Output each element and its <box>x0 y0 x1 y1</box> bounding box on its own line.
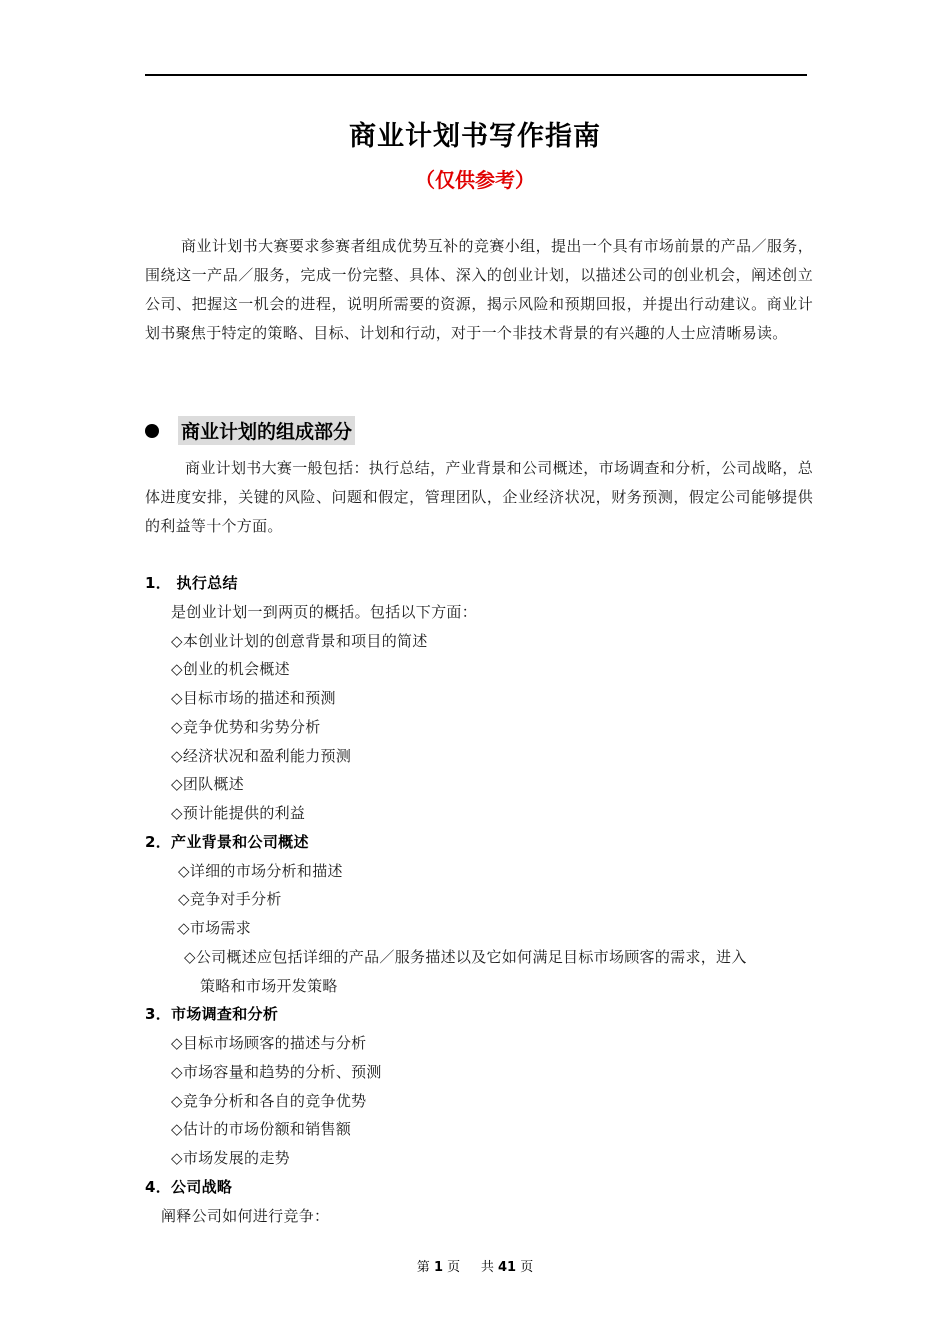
document-subtitle: （仅供参考） <box>415 168 535 192</box>
list-item: 策略和市场开发策略 <box>200 977 338 995</box>
item-heading-1: 1． 执行总结 <box>145 574 238 592</box>
item-heading-4: 4．公司战略 <box>145 1178 233 1196</box>
bullet-icon <box>145 424 159 438</box>
list-item: ◇估计的市场份额和销售额 <box>171 1120 352 1138</box>
list-item: ◇目标市场的描述和预测 <box>171 689 336 707</box>
list-item: ◇创业的机会概述 <box>171 660 290 678</box>
footer-page-label: 第 <box>416 1260 430 1275</box>
header-rule <box>145 74 807 76</box>
list-item: ◇详细的市场分析和描述 <box>178 862 343 880</box>
list-item: ◇本创业计划的创意背景和项目的简述 <box>171 632 428 650</box>
section-heading <box>145 416 355 445</box>
item-heading-2: 2．产业背景和公司概述 <box>145 833 309 851</box>
list-item: ◇预计能提供的利益 <box>171 804 306 822</box>
section-heading-text: 商业计划的组成部分 <box>178 416 355 445</box>
list-item: 是创业计划一到两页的概括。包括以下方面： <box>171 603 478 621</box>
list-item: ◇团队概述 <box>171 775 245 793</box>
list-item: ◇公司概述应包括详细的产品／服务描述以及它如何满足目标市场顾客的需求，进入 <box>184 948 747 966</box>
list-item: ◇目标市场顾客的描述与分析 <box>171 1034 367 1052</box>
list-item: ◇市场需求 <box>178 919 252 937</box>
footer-page-unit: 页 <box>447 1260 461 1275</box>
list-item: ◇市场容量和趋势的分析、预测 <box>171 1063 382 1081</box>
list-item: ◇竞争对手分析 <box>178 890 282 908</box>
list-item: ◇竞争优势和劣势分析 <box>171 718 321 736</box>
page-footer <box>0 1256 950 1275</box>
item-heading-3: 3．市场调查和分析 <box>145 1005 279 1023</box>
list-item: ◇市场发展的走势 <box>171 1149 290 1167</box>
footer-total-pages: 41 <box>497 1260 517 1275</box>
list-item: ◇竞争分析和各自的竞争优势 <box>171 1092 367 1110</box>
footer-total-label: 共 <box>480 1260 494 1275</box>
section-intro-paragraph: 商业计划书大赛一般包括：执行总结，产业背景和公司概述，市场调查和分析，公司战略，总体进度安排，关键的风险、问题和假定，管理团队，企业经济状况，财务预测，假定公司能够提供的利益等十个方面。 <box>145 459 813 535</box>
footer-page-number: 1 <box>433 1260 443 1275</box>
intro-paragraph: 商业计划书大赛要求参赛者组成优势互补的竞赛小组，提出一个具有市场前景的产品／服务，围绕这一产品／服务，完成一份完整、具体、深入的创业计划，以描述公司的创业机会，阐述创立公司、把握这一机会的进程，说明所需要的资源，揭示风险和预期回报，并提出行动建议。商业计划书聚焦于特定的策略、目标、计划和行动，对于一个非技术背景的有兴趣的人士应清晰易读。 <box>145 237 813 342</box>
list-item: 阐释公司如何进行竞争： <box>161 1207 330 1225</box>
document-title: 商业计划书写作指南 <box>349 121 601 152</box>
footer-total-unit: 页 <box>520 1260 534 1275</box>
list-item: ◇经济状况和盈利能力预测 <box>171 747 352 765</box>
